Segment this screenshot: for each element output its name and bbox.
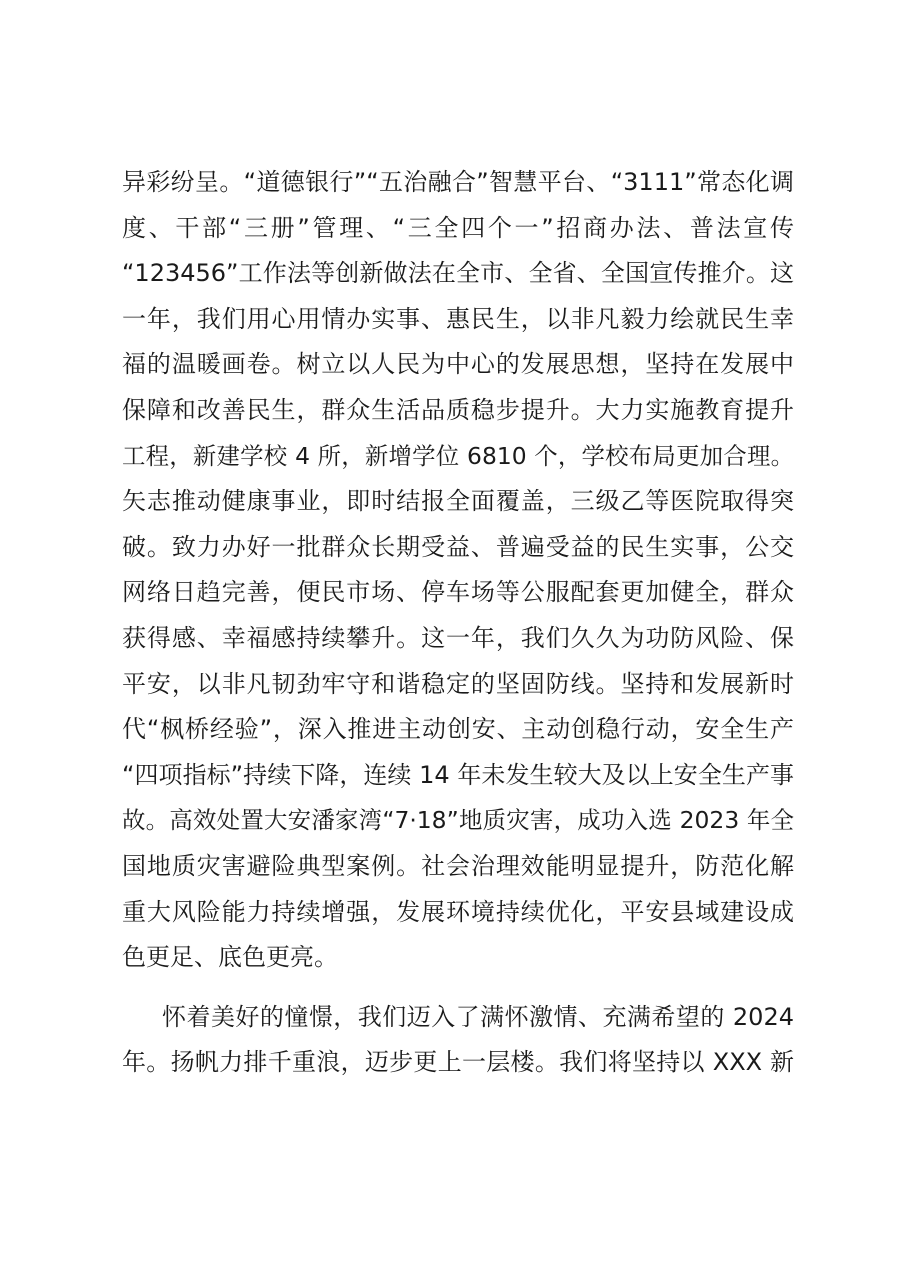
text-line: 度、干部“三册”管理、“三全四个一”招商办法、普法宣传 bbox=[122, 213, 794, 242]
text-line: 异彩纷呈。“道德银行”“五治融合”智慧平台、“3111”常态化调 bbox=[122, 168, 794, 196]
text-line: 国地质灾害避险典型案例。社会治理效能明显提升，防范化解 bbox=[122, 851, 794, 880]
paragraph-spacer bbox=[122, 981, 794, 995]
text-line: 色更足、底色更亮。 bbox=[122, 943, 338, 972]
text-line: 一年，我们用心用情办实事、惠民生，以非凡毅力绘就民生幸 bbox=[122, 304, 794, 333]
text-line: “123456”工作法等创新做法在全市、全省、全国宣传推介。这 bbox=[122, 259, 794, 288]
text-line: 故。高效处置大安潘家湾“7·18”地质灾害，成功入选 2023 年全 bbox=[122, 806, 794, 835]
text-line: 矢志推动健康事业，即时结报全面覆盖，三级乙等医院取得突 bbox=[122, 487, 794, 516]
text-line: 破。致力办好一批群众长期受益、普遍受益的民生实事，公交 bbox=[122, 532, 794, 561]
text-line: 年。扬帆力排千重浪，迈步更上一层楼。我们将坚持以 XXX 新 bbox=[122, 1048, 794, 1077]
paragraph-1 bbox=[122, 160, 794, 981]
text-line: 代“枫桥经验”，深入推进主动创安、主动创稳行动，安全生产 bbox=[122, 715, 794, 744]
text-line: 怀着美好的憧憬，我们迈入了满怀激情、充满希望的 2024 bbox=[162, 1002, 794, 1031]
text-line: 网络日趋完善，便民市场、停车场等公服配套更加健全，群众 bbox=[122, 578, 794, 607]
text-line: “四项指标”持续下降，连续 14 年未发生较大及以上安全生产事 bbox=[122, 760, 794, 789]
text-line: 福的温暖画卷。树立以人民为中心的发展思想，坚持在发展中 bbox=[122, 350, 794, 379]
paragraph-2 bbox=[122, 995, 794, 1086]
text-line: 重大风险能力持续增强，发展环境持续优化，平安县域建设成 bbox=[122, 897, 794, 926]
text-line: 平安，以非凡韧劲牢守和谐稳定的坚固防线。坚持和发展新时 bbox=[122, 669, 794, 698]
text-line: 获得感、幸福感持续攀升。这一年，我们久久为功防风险、保 bbox=[122, 623, 794, 652]
text-line: 保障和改善民生，群众生活品质稳步提升。大力实施教育提升 bbox=[122, 395, 794, 424]
text-line: 工程，新建学校 4 所，新增学位 6810 个，学校布局更加合理。 bbox=[122, 441, 794, 470]
document-body bbox=[122, 160, 794, 1086]
